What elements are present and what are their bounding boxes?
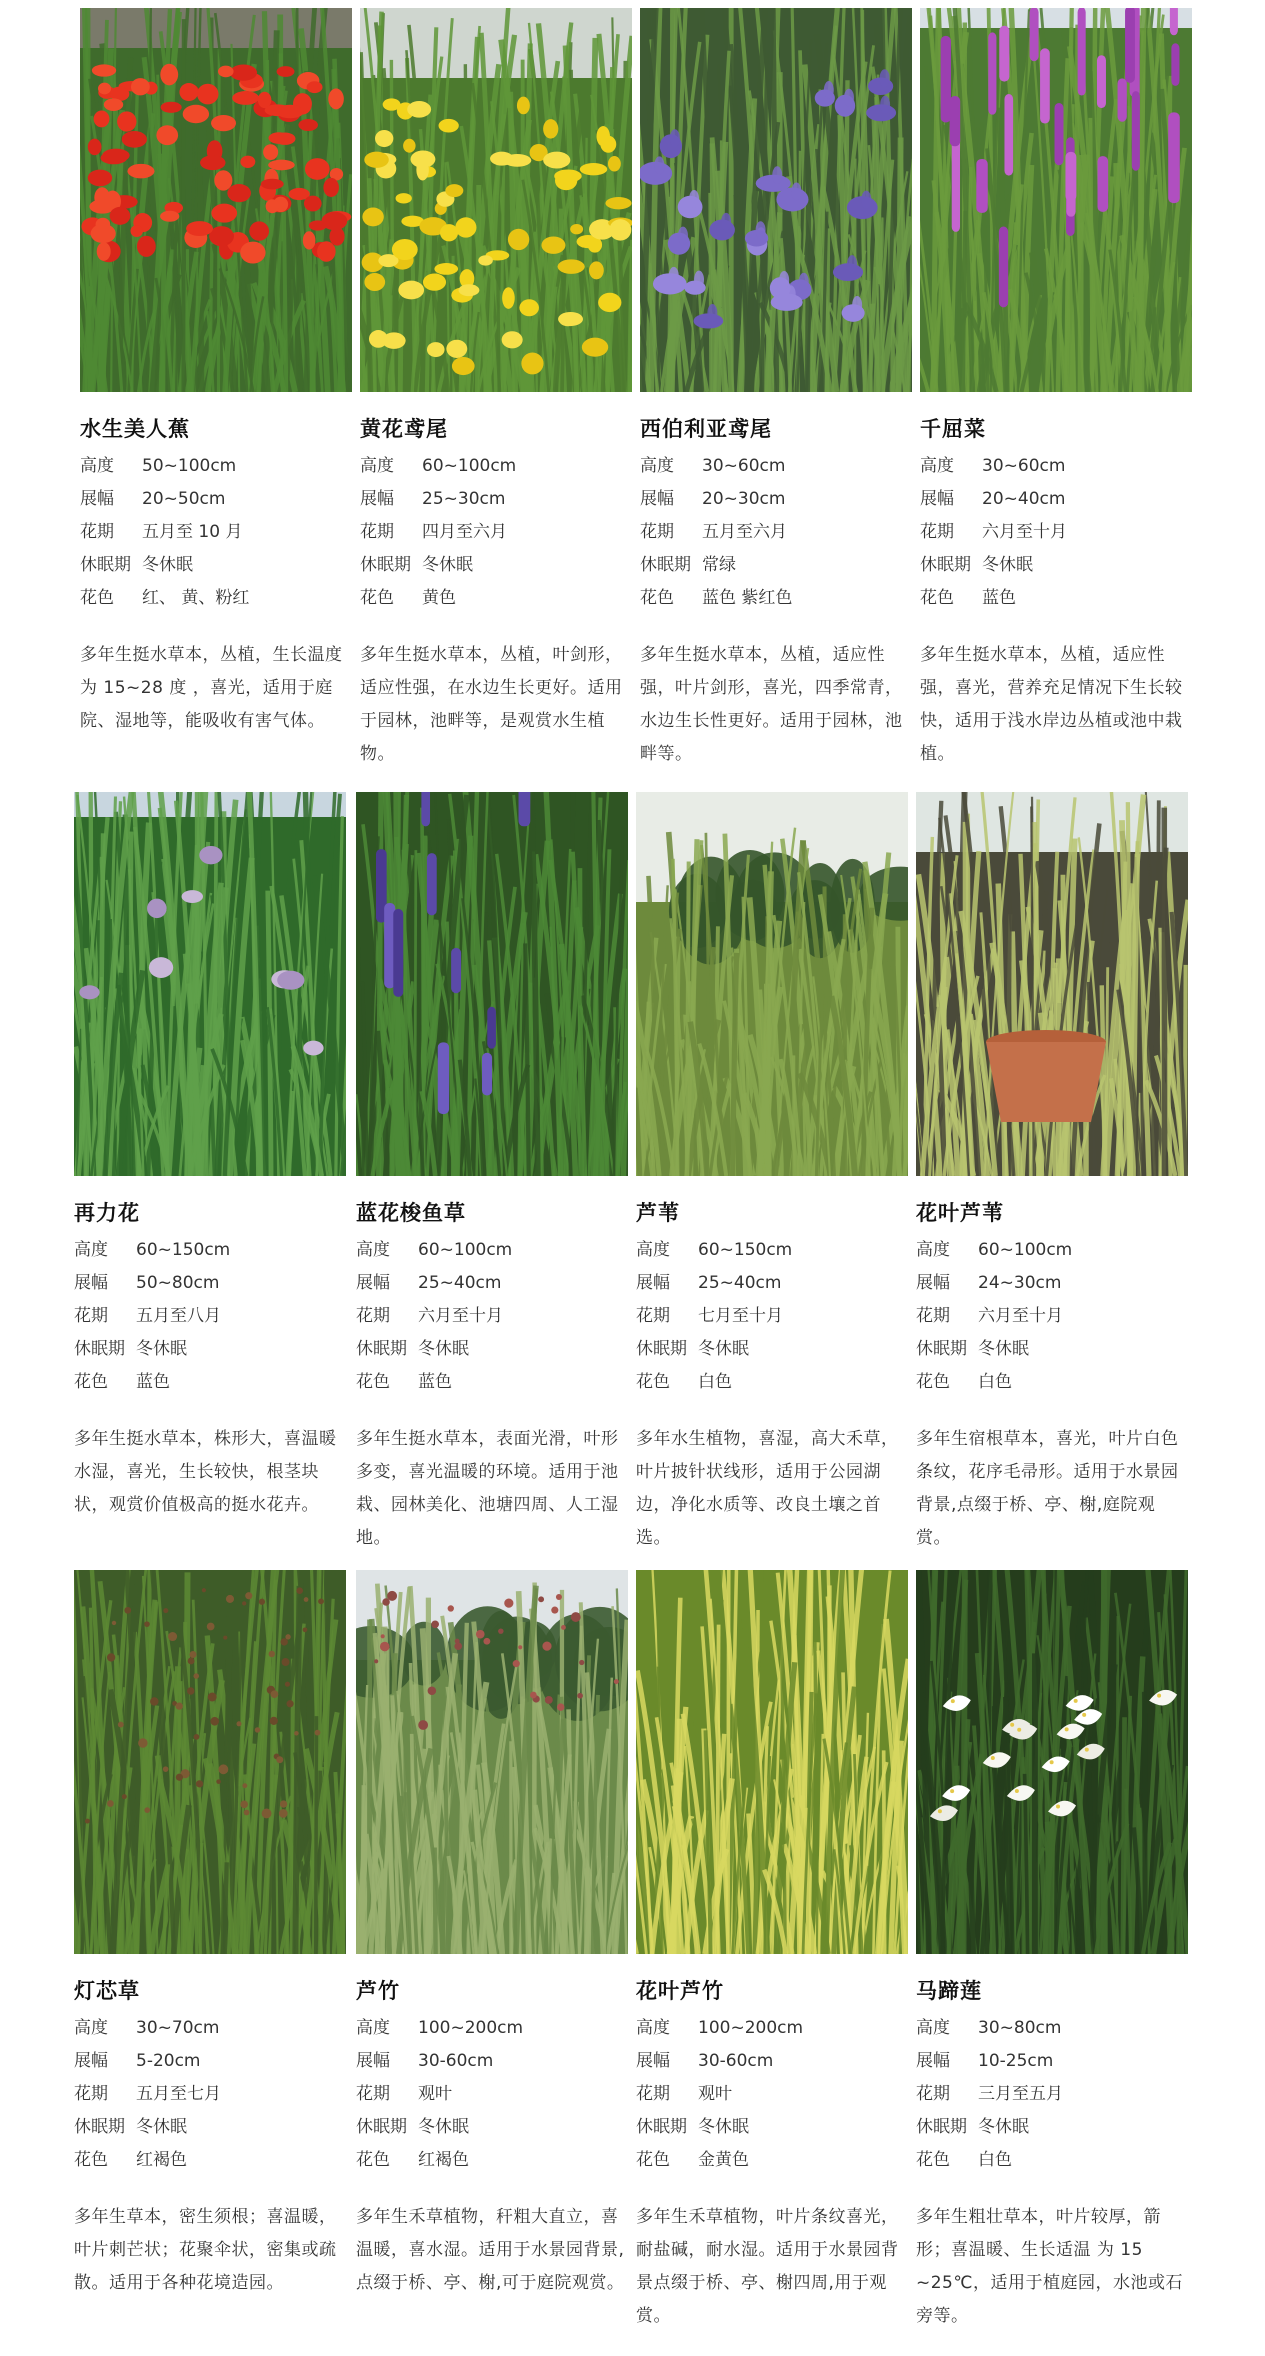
spec-label: 花色	[920, 588, 954, 608]
spec-label: 展幅	[920, 489, 954, 509]
spec-value: 60~100cm	[422, 456, 517, 476]
spec-value: 25~40cm	[698, 1273, 782, 1293]
spec-color	[74, 1366, 346, 1399]
spec-label: 花期	[360, 522, 394, 542]
plant-card	[74, 1570, 346, 2300]
spec-dormancy	[920, 549, 1192, 582]
spec-color	[360, 582, 632, 615]
plant-specs	[356, 2012, 628, 2177]
spec-value: 60~150cm	[698, 1240, 793, 1260]
plant-photo	[916, 1570, 1188, 1954]
plant-name: 西伯利亚鸢尾	[640, 417, 772, 441]
plant-photo	[920, 8, 1192, 392]
spec-label: 花期	[916, 1306, 950, 1326]
spec-height	[920, 450, 1192, 483]
spec-label: 休眠期	[356, 2117, 407, 2137]
spec-value: 五月至八月	[136, 1306, 221, 1326]
plant-photo	[80, 8, 352, 392]
plant-description: 多年生挺水草本，丛植，生长温度为 15~28 度 ，喜光，适用于庭院、湿地等，能吸收有害气体。	[80, 645, 343, 731]
plant-description: 多年生挺水草本，丛植，适应性强，喜光，营养充足情况下生长较快，适用于浅水岸边丛植或池中栽植。	[920, 645, 1183, 764]
spec-value: 六月至十月	[982, 522, 1067, 542]
spec-dormancy	[916, 2111, 1188, 2144]
spec-dormancy	[356, 2111, 628, 2144]
spec-value: 30~60cm	[702, 456, 786, 476]
spec-bloom	[916, 2078, 1188, 2111]
spec-height	[356, 1234, 628, 1267]
spec-value: 冬休眠	[698, 2117, 749, 2137]
spec-value: 红褐色	[136, 2150, 187, 2170]
spec-spread	[640, 483, 912, 516]
spec-value: 蓝色 紫红色	[702, 588, 793, 608]
spec-dormancy	[640, 549, 912, 582]
spec-value: 冬休眠	[698, 1339, 749, 1359]
spec-bloom	[920, 516, 1192, 549]
plant-description: 多年水生植物，喜湿，高大禾草，叶片披针状线形，适用于公园湖边，净化水质等、改良土壤之首选。	[636, 1429, 899, 1548]
spec-label: 高度	[916, 1240, 950, 1260]
spec-label: 花色	[640, 588, 674, 608]
spec-value: 五月至六月	[702, 522, 787, 542]
plant-specs	[74, 2012, 346, 2177]
spec-label: 高度	[356, 1240, 390, 1260]
plant-card	[356, 792, 628, 1555]
spec-value: 白色	[978, 1372, 1012, 1392]
spec-value: 25~30cm	[422, 489, 506, 509]
spec-color	[80, 582, 352, 615]
plant-specs	[920, 450, 1192, 615]
plant-name: 芦竹	[356, 1979, 400, 2003]
plant-specs	[636, 2012, 908, 2177]
plant-card	[80, 8, 352, 738]
spec-value: 红褐色	[418, 2150, 469, 2170]
spec-value: 观叶	[418, 2084, 452, 2104]
spec-spread	[916, 2045, 1188, 2078]
spec-value: 五月至 10 月	[142, 522, 243, 542]
spec-value: 五月至七月	[136, 2084, 221, 2104]
spec-label: 休眠期	[636, 1339, 687, 1359]
spec-value: 30~80cm	[978, 2018, 1062, 2038]
spec-label: 高度	[360, 456, 394, 476]
spec-value: 观叶	[698, 2084, 732, 2104]
spec-value: 24~30cm	[978, 1273, 1062, 1293]
spec-spread	[636, 1267, 908, 1300]
plant-card	[916, 792, 1188, 1555]
plant-description: 多年生粗壮草本，叶片较厚，箭形；喜温暖、生长适温 为 15 ~25℃，适用于植庭园，水池或石旁等。	[916, 2207, 1183, 2326]
spec-value: 30~60cm	[982, 456, 1066, 476]
spec-height	[916, 1234, 1188, 1267]
spec-spread	[360, 483, 632, 516]
spec-value: 七月至十月	[698, 1306, 783, 1326]
spec-color	[74, 2144, 346, 2177]
plant-specs	[916, 2012, 1188, 2177]
plant-name: 芦苇	[636, 1201, 680, 1225]
spec-label: 休眠期	[916, 2117, 967, 2137]
spec-label: 花色	[74, 2150, 108, 2170]
spec-color	[920, 582, 1192, 615]
plant-card	[74, 792, 346, 1522]
plant-description: 多年生挺水草本，表面光滑，叶形多变，喜光温暖的环境。适用于池栽、园林美化、池塘四周、人工湿地。	[356, 1429, 619, 1548]
spec-value: 冬休眠	[978, 1339, 1029, 1359]
spec-bloom	[356, 1300, 628, 1333]
plant-card	[360, 8, 632, 771]
plant-photo	[356, 1570, 628, 1954]
spec-value: 60~100cm	[418, 1240, 513, 1260]
spec-color	[636, 2144, 908, 2177]
spec-label: 花色	[636, 1372, 670, 1392]
spec-label: 展幅	[74, 1273, 108, 1293]
spec-spread	[916, 1267, 1188, 1300]
spec-label: 展幅	[356, 1273, 390, 1293]
spec-height	[74, 1234, 346, 1267]
spec-value: 冬休眠	[142, 555, 193, 575]
spec-label: 花期	[356, 2084, 390, 2104]
spec-label: 展幅	[636, 2051, 670, 2071]
spec-height	[360, 450, 632, 483]
plant-card	[640, 8, 912, 771]
plant-card	[920, 8, 1192, 771]
spec-label: 花色	[916, 1372, 950, 1392]
spec-label: 展幅	[640, 489, 674, 509]
spec-label: 展幅	[360, 489, 394, 509]
spec-label: 花色	[74, 1372, 108, 1392]
plant-name: 再力花	[74, 1201, 140, 1225]
spec-spread	[74, 1267, 346, 1300]
spec-value: 冬休眠	[422, 555, 473, 575]
spec-spread	[920, 483, 1192, 516]
spec-value: 冬休眠	[418, 1339, 469, 1359]
spec-value: 冬休眠	[136, 2117, 187, 2137]
spec-value: 金黄色	[698, 2150, 749, 2170]
spec-height	[636, 2012, 908, 2045]
spec-label: 休眠期	[640, 555, 691, 575]
plant-photo	[636, 1570, 908, 1954]
spec-value: 蓝色	[136, 1372, 170, 1392]
plant-name: 花叶芦苇	[916, 1201, 1004, 1225]
spec-dormancy	[916, 1333, 1188, 1366]
spec-value: 25~40cm	[418, 1273, 502, 1293]
plant-description: 多年生禾草植物，叶片条纹喜光，耐盐碱，耐水湿。适用于水景园背景点缀于桥、亭、榭四周,用于观赏。	[636, 2207, 899, 2326]
spec-label: 花期	[80, 522, 114, 542]
spec-label: 高度	[80, 456, 114, 476]
spec-bloom	[916, 1300, 1188, 1333]
spec-label: 花期	[636, 2084, 670, 2104]
spec-dormancy	[360, 549, 632, 582]
spec-label: 花期	[636, 1306, 670, 1326]
spec-label: 高度	[640, 456, 674, 476]
spec-dormancy	[356, 1333, 628, 1366]
plant-specs	[80, 450, 352, 615]
plant-name: 马蹄莲	[916, 1979, 982, 2003]
spec-color	[640, 582, 912, 615]
spec-bloom	[74, 1300, 346, 1333]
spec-label: 休眠期	[636, 2117, 687, 2137]
spec-label: 休眠期	[920, 555, 971, 575]
plant-description: 多年生挺水草本，丛植，适应性强，叶片剑形，喜光，四季常青，水边生长性更好。适用于园林，池畔等。	[640, 645, 903, 764]
spec-color	[916, 1366, 1188, 1399]
spec-value: 蓝色	[982, 588, 1016, 608]
spec-height	[356, 2012, 628, 2045]
spec-label: 花色	[360, 588, 394, 608]
plant-card	[636, 792, 908, 1555]
spec-value: 六月至十月	[418, 1306, 503, 1326]
spec-dormancy	[74, 1333, 346, 1366]
spec-spread	[356, 1267, 628, 1300]
spec-label: 展幅	[636, 1273, 670, 1293]
spec-bloom	[636, 1300, 908, 1333]
spec-value: 蓝色	[418, 1372, 452, 1392]
spec-height	[74, 2012, 346, 2045]
spec-spread	[636, 2045, 908, 2078]
spec-color	[916, 2144, 1188, 2177]
spec-value: 20~40cm	[982, 489, 1066, 509]
spec-spread	[80, 483, 352, 516]
spec-label: 花期	[74, 2084, 108, 2104]
spec-label: 花期	[920, 522, 954, 542]
plant-photo	[74, 792, 346, 1176]
plant-card	[356, 1570, 628, 2300]
spec-label: 花期	[916, 2084, 950, 2104]
plant-name: 蓝花梭鱼草	[356, 1201, 466, 1225]
spec-bloom	[356, 2078, 628, 2111]
spec-value: 常绿	[702, 555, 736, 575]
spec-value: 20~30cm	[702, 489, 786, 509]
spec-label: 休眠期	[80, 555, 131, 575]
plant-specs	[360, 450, 632, 615]
spec-label: 花色	[80, 588, 114, 608]
spec-spread	[74, 2045, 346, 2078]
spec-label: 展幅	[74, 2051, 108, 2071]
spec-value: 30-60cm	[418, 2051, 494, 2071]
spec-label: 花色	[356, 1372, 390, 1392]
spec-label: 高度	[916, 2018, 950, 2038]
spec-dormancy	[636, 2111, 908, 2144]
spec-label: 花期	[74, 1306, 108, 1326]
spec-label: 休眠期	[74, 1339, 125, 1359]
spec-value: 50~80cm	[136, 1273, 220, 1293]
plant-specs	[356, 1234, 628, 1399]
plant-specs	[916, 1234, 1188, 1399]
spec-value: 10-25cm	[978, 2051, 1054, 2071]
spec-value: 黄色	[422, 588, 456, 608]
spec-label: 休眠期	[360, 555, 411, 575]
plant-photo	[356, 792, 628, 1176]
spec-label: 展幅	[916, 2051, 950, 2071]
plant-description: 多年生宿根草本，喜光，叶片白色条纹，花序毛帚形。适用于水景园背景,点缀于桥、亭、榭,庭院观赏。	[916, 1429, 1179, 1548]
spec-bloom	[74, 2078, 346, 2111]
spec-bloom	[80, 516, 352, 549]
spec-value: 5-20cm	[136, 2051, 201, 2071]
spec-label: 高度	[74, 2018, 108, 2038]
spec-value: 三月至五月	[978, 2084, 1063, 2104]
plant-name: 黄花鸢尾	[360, 417, 448, 441]
spec-bloom	[360, 516, 632, 549]
spec-dormancy	[74, 2111, 346, 2144]
spec-label: 高度	[74, 1240, 108, 1260]
spec-value: 50~100cm	[142, 456, 237, 476]
spec-dormancy	[636, 1333, 908, 1366]
spec-spread	[356, 2045, 628, 2078]
spec-label: 花期	[356, 1306, 390, 1326]
spec-value: 白色	[978, 2150, 1012, 2170]
spec-label: 展幅	[80, 489, 114, 509]
plant-photo	[360, 8, 632, 392]
spec-value: 六月至十月	[978, 1306, 1063, 1326]
spec-color	[356, 1366, 628, 1399]
spec-label: 休眠期	[356, 1339, 407, 1359]
spec-height	[636, 1234, 908, 1267]
spec-label: 花色	[916, 2150, 950, 2170]
spec-value: 冬休眠	[136, 1339, 187, 1359]
plant-name: 花叶芦竹	[636, 1979, 724, 2003]
plant-description: 多年生挺水草本，丛植，叶剑形，适应性强，在水边生长更好。适用于园林，池畔等，是观赏水生植物。	[360, 645, 623, 764]
spec-color	[636, 1366, 908, 1399]
spec-value: 白色	[698, 1372, 732, 1392]
spec-label: 休眠期	[916, 1339, 967, 1359]
spec-label: 高度	[636, 2018, 670, 2038]
plant-card	[916, 1570, 1188, 2333]
spec-value: 冬休眠	[978, 2117, 1029, 2137]
spec-value: 100~200cm	[698, 2018, 804, 2038]
plant-specs	[636, 1234, 908, 1399]
plant-name: 千屈菜	[920, 417, 986, 441]
spec-label: 休眠期	[74, 2117, 125, 2137]
plant-photo	[74, 1570, 346, 1954]
plant-photo	[636, 792, 908, 1176]
plant-description: 多年生草本，密生须根；喜温暖，叶片刺芒状；花聚伞状，密集或疏散。适用于各种花境造园。	[74, 2207, 337, 2293]
spec-label: 展幅	[916, 1273, 950, 1293]
spec-value: 冬休眠	[418, 2117, 469, 2137]
spec-label: 花期	[640, 522, 674, 542]
spec-value: 100~200cm	[418, 2018, 524, 2038]
spec-value: 四月至六月	[422, 522, 507, 542]
spec-value: 30-60cm	[698, 2051, 774, 2071]
spec-label: 展幅	[356, 2051, 390, 2071]
spec-value: 60~150cm	[136, 1240, 231, 1260]
spec-height	[916, 2012, 1188, 2045]
plant-specs	[640, 450, 912, 615]
plant-name: 水生美人蕉	[80, 417, 190, 441]
plant-description: 多年生禾草植物，秆粗大直立，喜温暖，喜水湿。适用于水景园背景,点缀于桥、亭、榭,可于庭院观赏。	[356, 2207, 625, 2293]
spec-bloom	[640, 516, 912, 549]
plant-photo	[916, 792, 1188, 1176]
plant-photo	[640, 8, 912, 392]
spec-value: 20~50cm	[142, 489, 226, 509]
spec-label: 高度	[920, 456, 954, 476]
plant-specs	[74, 1234, 346, 1399]
spec-label: 花色	[356, 2150, 390, 2170]
spec-value: 30~70cm	[136, 2018, 220, 2038]
spec-value: 60~100cm	[978, 1240, 1073, 1260]
spec-label: 高度	[636, 1240, 670, 1260]
plant-card	[636, 1570, 908, 2333]
spec-bloom	[636, 2078, 908, 2111]
spec-label: 高度	[356, 2018, 390, 2038]
plant-description: 多年生挺水草本，株形大，喜温暖水湿，喜光，生长较快，根茎块状，观赏价值极高的挺水花卉。	[74, 1429, 337, 1515]
spec-height	[640, 450, 912, 483]
spec-height	[80, 450, 352, 483]
plant-name: 灯芯草	[74, 1979, 140, 2003]
spec-value: 红、 黄、粉红	[142, 588, 250, 608]
spec-label: 花色	[636, 2150, 670, 2170]
spec-dormancy	[80, 549, 352, 582]
spec-color	[356, 2144, 628, 2177]
spec-value: 冬休眠	[982, 555, 1033, 575]
